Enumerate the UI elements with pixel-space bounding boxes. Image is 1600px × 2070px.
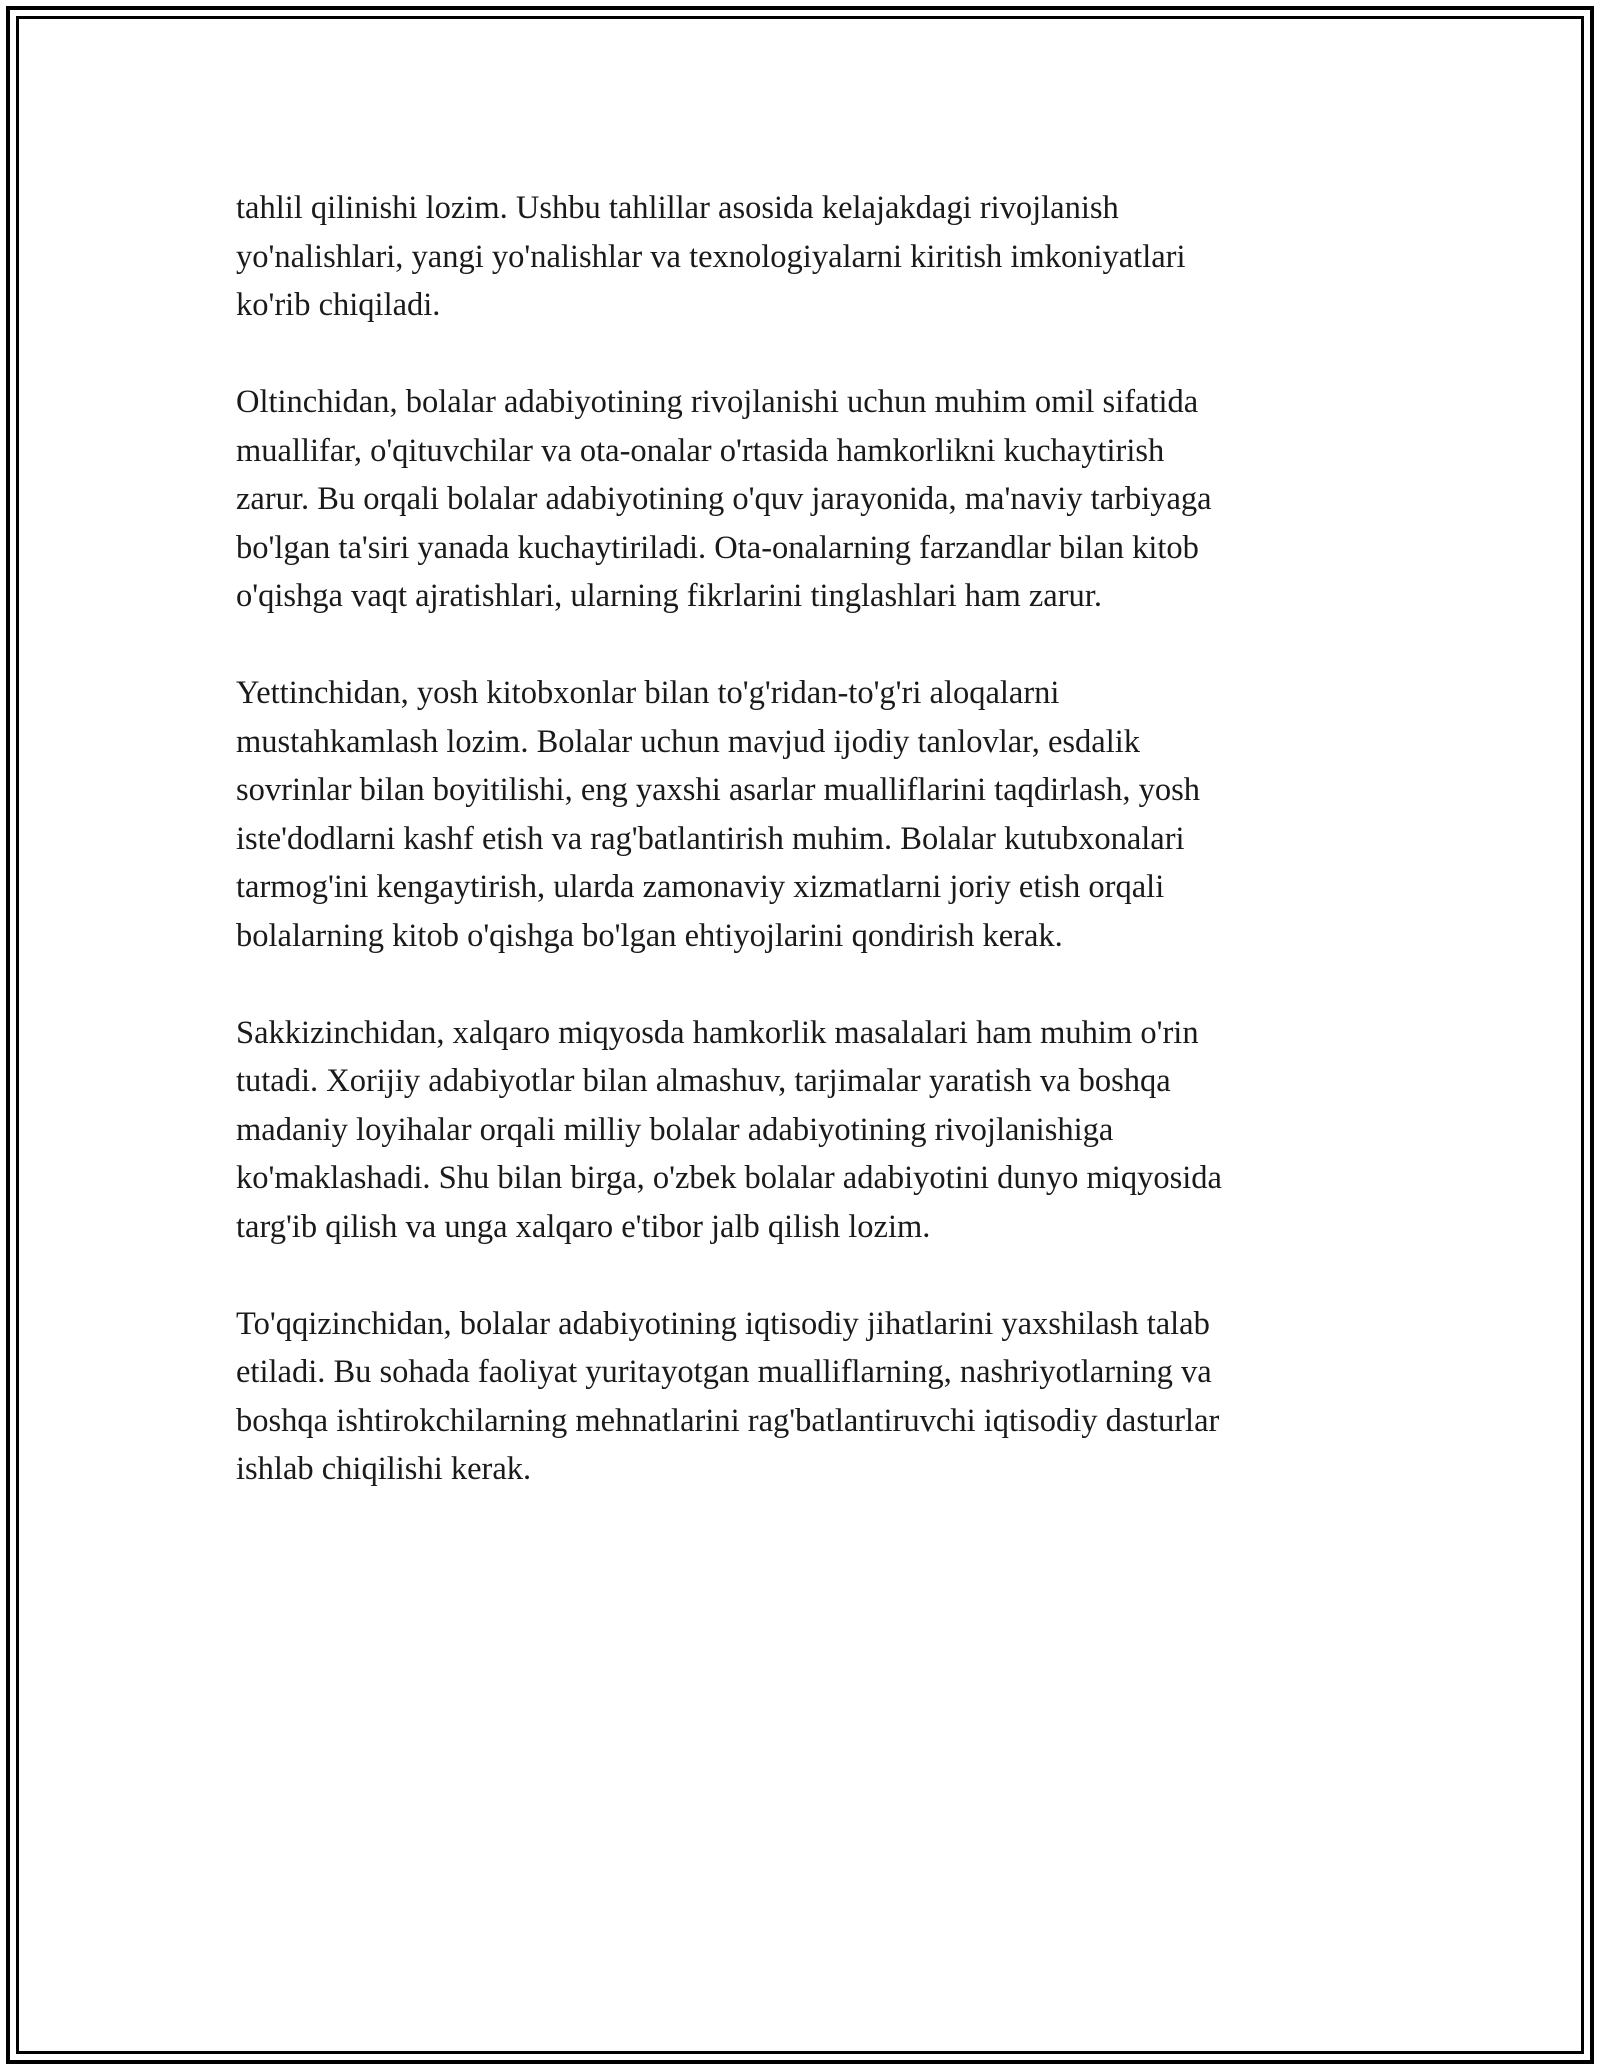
document-body (236, 184, 1366, 1542)
paragraph-1: tahlil qilinishi lozim. Ushbu tahlillar asosida kelajakdagi rivojlanish yo'nalishlari, yangi yo'nalishlar va texnologiyalarni kiritish imkoniyatlari ko'rib chiqiladi. (236, 190, 1186, 323)
paragraph-2: Oltinchidan, bolalar adabiyotining rivojlanishi uchun muhim omil sifatida muallifar, o'qituvchilar va ota-onalar o'rtasida hamkorlikni kuchaytirish zarur. Bu orqali bolalar adabiyotining o'quv jarayonida, ma'naviy tarbiyaga bo'lgan ta'siri yanada kuchaytiriladi. Ota-onalarning farzandlar bilan kitob o'qishga vaqt ajratishlari, ularning fikrlarini tinglashlari ham zarur. (236, 384, 1212, 614)
paragraph-3: Yettinchidan, yosh kitobxonlar bilan to'g'ridan-to'g'ri aloqalarni mustahkamlash lozim. Bolalar uchun mavjud ijodiy tanlovlar, esdalik sovrinlar bilan boyitilishi, eng yaxshi asarlar mualliflarini taqdirlash, yosh iste'dodlarni kashf etish va rag'batlantirish muhim. Bolalar kutubxonalari tarmog'ini kengaytirish, ularda zamonaviy xizmatlarni joriy etish orqali bolalarning kitob o'qishga bo'lgan ehtiyojlarini qondirish kerak. (236, 675, 1200, 954)
paragraph-5: To'qqizinchidan, bolalar adabiyotining iqtisodiy jihatlarini yaxshilash talab etiladi. Bu sohada faoliyat yuritayotgan mualliflarning, nashriyotlarning va boshqa ishtirokchilarning mehnatlarini rag'batlantiruvchi iqtisodiy dasturlar ishlab chiqilishi kerak. (236, 1305, 1220, 1487)
paragraph-4: Sakkizinchidan, xalqaro miqyosda hamkorlik masalalari ham muhim o'rin tutadi. Xorijiy adabiyotlar bilan almashuv, tarjimalar yaratish va boshqa madaniy loyihalar orqali milliy bolalar adabiyotining rivojlanishiga ko'maklashadi. Shu bilan birga, o'zbek bolalar adabiyotini dunyo miqyosida targ'ib qilish va unga xalqaro e'tibor jalb qilish lozim. (236, 1014, 1222, 1245)
